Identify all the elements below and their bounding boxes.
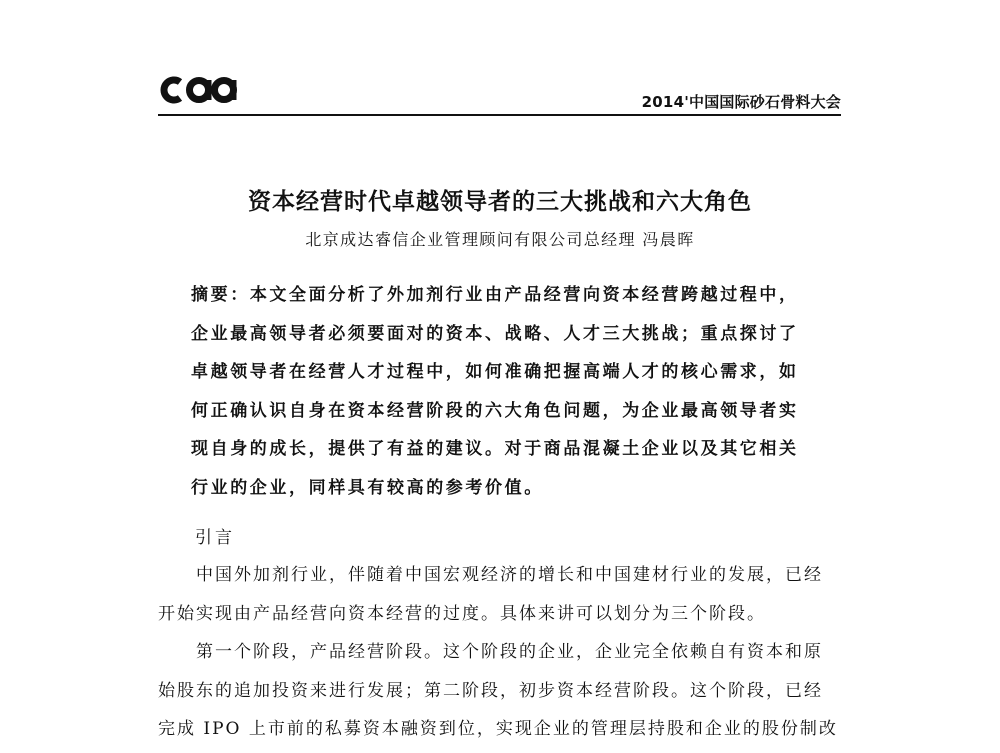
abstract-line: 企业最高领导者必须要面对的资本、战略、人才三大挑战；重点探讨了 [191, 323, 799, 344]
abstract-line: 卓越领导者在经营人才过程中，如何准确把握高端人才的核心需求，如 [191, 362, 799, 382]
body-line: 开始实现由产品经营向资本经营的过度。具体来讲可以划分为三个阶段。 [158, 603, 766, 624]
page-header [158, 70, 841, 116]
abstract-label: 摘要： [191, 285, 250, 305]
caa-logo [158, 74, 240, 106]
section-heading: 引言 [195, 528, 235, 548]
body-text [158, 560, 858, 753]
abstract-line [191, 280, 831, 319]
abstract [191, 280, 831, 511]
conference-name: 2014'中国国际砂石骨料大会 [641, 93, 841, 111]
paper-title: 资本经营时代卓越领导者的三大挑战和六大角色 [248, 189, 752, 215]
abstract-line: 何正确认识自身在资本经营阶段的六大角色问题，为企业最高领导者实 [191, 400, 799, 421]
body-line: 始股东的追加投资来进行发展；第二阶段，初步资本经营阶段。这个阶段，已经 [158, 680, 823, 701]
paper-author: 北京成达睿信企业管理顾问有限公司总经理 冯晨晖 [305, 230, 695, 249]
abstract-line: 现自身的成长，提供了有益的建议。对于商品混凝土企业以及其它相关 [191, 439, 799, 459]
abstract-text: 本文全面分析了外加剂行业由产品经营向资本经营跨越过程中， [249, 285, 799, 305]
body-line: 第一个阶段，产品经营阶段。这个阶段的企业，企业完全依赖自有资本和原 [196, 642, 823, 662]
body-line: 中国外加剂行业，伴随着中国宏观经济的增长和中国建材行业的发展，已经 [196, 565, 823, 585]
body-line: 完成 IPO 上市前的私募资本融资到位，实现企业的管理层持股和企业的股份制改 [158, 719, 838, 739]
abstract-line: 行业的企业，同样具有较高的参考价值。 [191, 477, 544, 498]
